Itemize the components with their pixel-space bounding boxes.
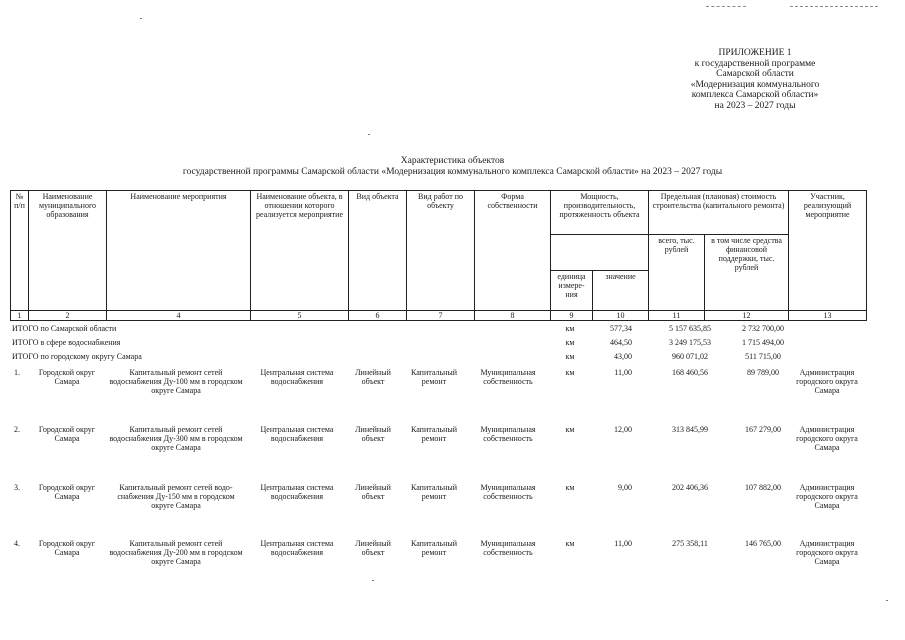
row-municipality: Городской округ Самара — [38, 425, 96, 443]
col-number: 12 — [705, 311, 789, 321]
header-table — [10, 190, 867, 321]
col-number: 11 — [649, 311, 705, 321]
row-object-type: Линейный объект — [355, 483, 391, 501]
row-support: 167 279,00 — [745, 425, 781, 434]
col-number: 8 — [475, 311, 551, 321]
col-number: 10 — [593, 311, 649, 321]
total-unit: км — [565, 338, 575, 347]
col-number: 5 — [251, 311, 349, 321]
col-number: 2 — [29, 311, 107, 321]
row-value: 11,00 — [614, 539, 632, 548]
col-number: 9 — [551, 311, 593, 321]
row-total: 313 845,99 — [672, 425, 708, 434]
col-number: 1 — [11, 311, 29, 321]
header-capacity-spacer — [551, 235, 649, 271]
total-support: 2 732 700,00 — [742, 324, 784, 333]
row-num: 4. — [14, 539, 20, 548]
row-measure: Капитальный ремонт сетей водоснабжения Ду-300 мм в городском округе Самара — [109, 425, 243, 452]
row-work-type: Капитальный ремонт — [410, 483, 458, 501]
row-work-type: Капитальный ремонт — [410, 425, 458, 443]
col-number: 4 — [107, 311, 251, 321]
col-number: 6 — [349, 311, 407, 321]
appendix-line: комплекса Самарской области» — [691, 90, 819, 100]
row-municipality: Городской округ Самара — [38, 539, 96, 557]
total-value: 577,34 — [610, 324, 632, 333]
appendix-line: к государственной программе — [694, 58, 816, 69]
row-object: Центральная система водоснабжения — [260, 425, 334, 443]
total-label: ИТОГО по Самарской области — [12, 324, 117, 333]
row-unit: км — [565, 483, 575, 492]
row-object: Центральная система водоснабжения — [260, 368, 334, 386]
row-participant: Администрация городского округа Самара — [796, 425, 858, 452]
row-total: 275 358,11 — [672, 539, 708, 548]
row-total: 202 406,36 — [672, 483, 708, 492]
row-participant: Администрация городского округа Самара — [796, 368, 858, 395]
row-value: 9,00 — [618, 483, 632, 492]
scan-artifact-dash — [790, 6, 878, 8]
row-value: 12,00 — [614, 425, 632, 434]
row-object-type: Линейный объект — [355, 539, 391, 557]
header-cost: Предельная (плановая) стоимость строительства (капитального ремонта) — [649, 191, 789, 235]
appendix-line: «Модернизация коммунального — [690, 79, 820, 90]
total-cost: 3 249 175,53 — [669, 338, 711, 347]
row-ownership: Муниципальная собственность — [480, 425, 536, 443]
row-participant: Администрация городского округа Самара — [796, 483, 858, 510]
row-measure: Капитальный ремонт сетей водоснабжения Ду-200 мм в городском округе Самара — [109, 539, 243, 566]
row-object: Центральная система водоснабжения — [260, 483, 334, 501]
scan-speck — [372, 580, 374, 581]
header-participant: Участник, реализующий мероприятие — [789, 191, 867, 311]
header-ownership: Форма собственности — [475, 191, 551, 311]
total-value: 464,50 — [610, 338, 632, 347]
row-work-type: Капитальный ремонт — [410, 368, 458, 386]
total-value: 43,00 — [614, 352, 632, 361]
row-object-type: Линейный объект — [355, 368, 391, 386]
appendix-block — [660, 48, 850, 111]
row-total: 168 460,56 — [672, 368, 708, 377]
header-measure: Наименование мероприятия — [107, 191, 251, 311]
row-support: 89 789,00 — [747, 368, 779, 377]
row-num: 2. — [14, 425, 20, 434]
row-object: Центральная система водоснабжения — [260, 539, 334, 557]
appendix-title: ПРИЛОЖЕНИЕ 1 — [718, 48, 792, 58]
total-unit: км — [565, 352, 575, 361]
row-unit: км — [565, 368, 575, 377]
row-municipality: Городской округ Самара — [38, 368, 96, 386]
appendix-line: на 2023 – 2027 годы — [714, 100, 796, 111]
total-support: 1 715 494,00 — [742, 338, 784, 347]
row-object-type: Линейный объект — [355, 425, 391, 443]
row-support: 107 882,00 — [745, 483, 781, 492]
row-municipality: Городской округ Самара — [38, 483, 96, 501]
total-cost: 5 157 635,85 — [669, 324, 711, 333]
header-unit: единица измере-ния — [551, 271, 593, 311]
scan-speck — [140, 18, 142, 19]
total-label: ИТОГО в сфере водоснабжения — [12, 338, 121, 347]
header-object-type: Вид объекта — [349, 191, 407, 311]
row-support: 146 765,00 — [745, 539, 781, 548]
total-support: 511 715,00 — [745, 352, 781, 361]
document-title: Характеристика объектов — [400, 156, 505, 166]
total-cost: 960 071,02 — [672, 352, 708, 361]
header-work-type: Вид работ по объекту — [407, 191, 475, 311]
header-capacity: Мощность, производительность, протяженность объекта — [551, 191, 649, 235]
header-total: всего, тыс. рублей — [649, 235, 705, 311]
scan-artifact-dash — [706, 6, 746, 8]
header-incl-support: в том числе средства финансовой поддержки, тыс. рублей — [705, 235, 789, 311]
total-unit: км — [565, 324, 575, 333]
row-ownership: Муниципальная собственность — [480, 368, 536, 386]
col-number: 13 — [789, 311, 867, 321]
row-unit: км — [565, 425, 575, 434]
row-work-type: Капитальный ремонт — [410, 539, 458, 557]
row-num: 3. — [14, 483, 20, 492]
scan-speck — [368, 134, 370, 135]
row-ownership: Муниципальная собственность — [480, 483, 536, 501]
header-municipality: Наименование муниципального образования — [29, 191, 107, 311]
col-number: 7 — [407, 311, 475, 321]
row-ownership: Муниципальная собственность — [480, 539, 536, 557]
row-unit: км — [565, 539, 575, 548]
row-measure: Капитальный ремонт сетей водо-снабжения Ду-150 мм в городском округе Самара — [117, 483, 235, 510]
appendix-line: Самарской области — [716, 69, 794, 79]
document-subtitle: государственной программы Самарской области «Модернизация коммунального комплекса Самарской области» на 2023 – 2027 годы — [182, 167, 723, 177]
header-object-name: Наименование объекта, в отношении которого реализуется мероприятие — [251, 191, 349, 311]
row-num: 1. — [14, 368, 20, 377]
scan-speck — [886, 600, 888, 601]
total-label: ИТОГО по городскому округу Самара — [12, 352, 142, 361]
row-value: 11,00 — [614, 368, 632, 377]
header-num: № п/п — [11, 191, 29, 311]
row-participant: Администрация городского округа Самара — [796, 539, 858, 566]
header-value: значение — [593, 271, 649, 311]
row-measure: Капитальный ремонт сетей водоснабжения Ду-100 мм в городском округе Самара — [109, 368, 243, 395]
